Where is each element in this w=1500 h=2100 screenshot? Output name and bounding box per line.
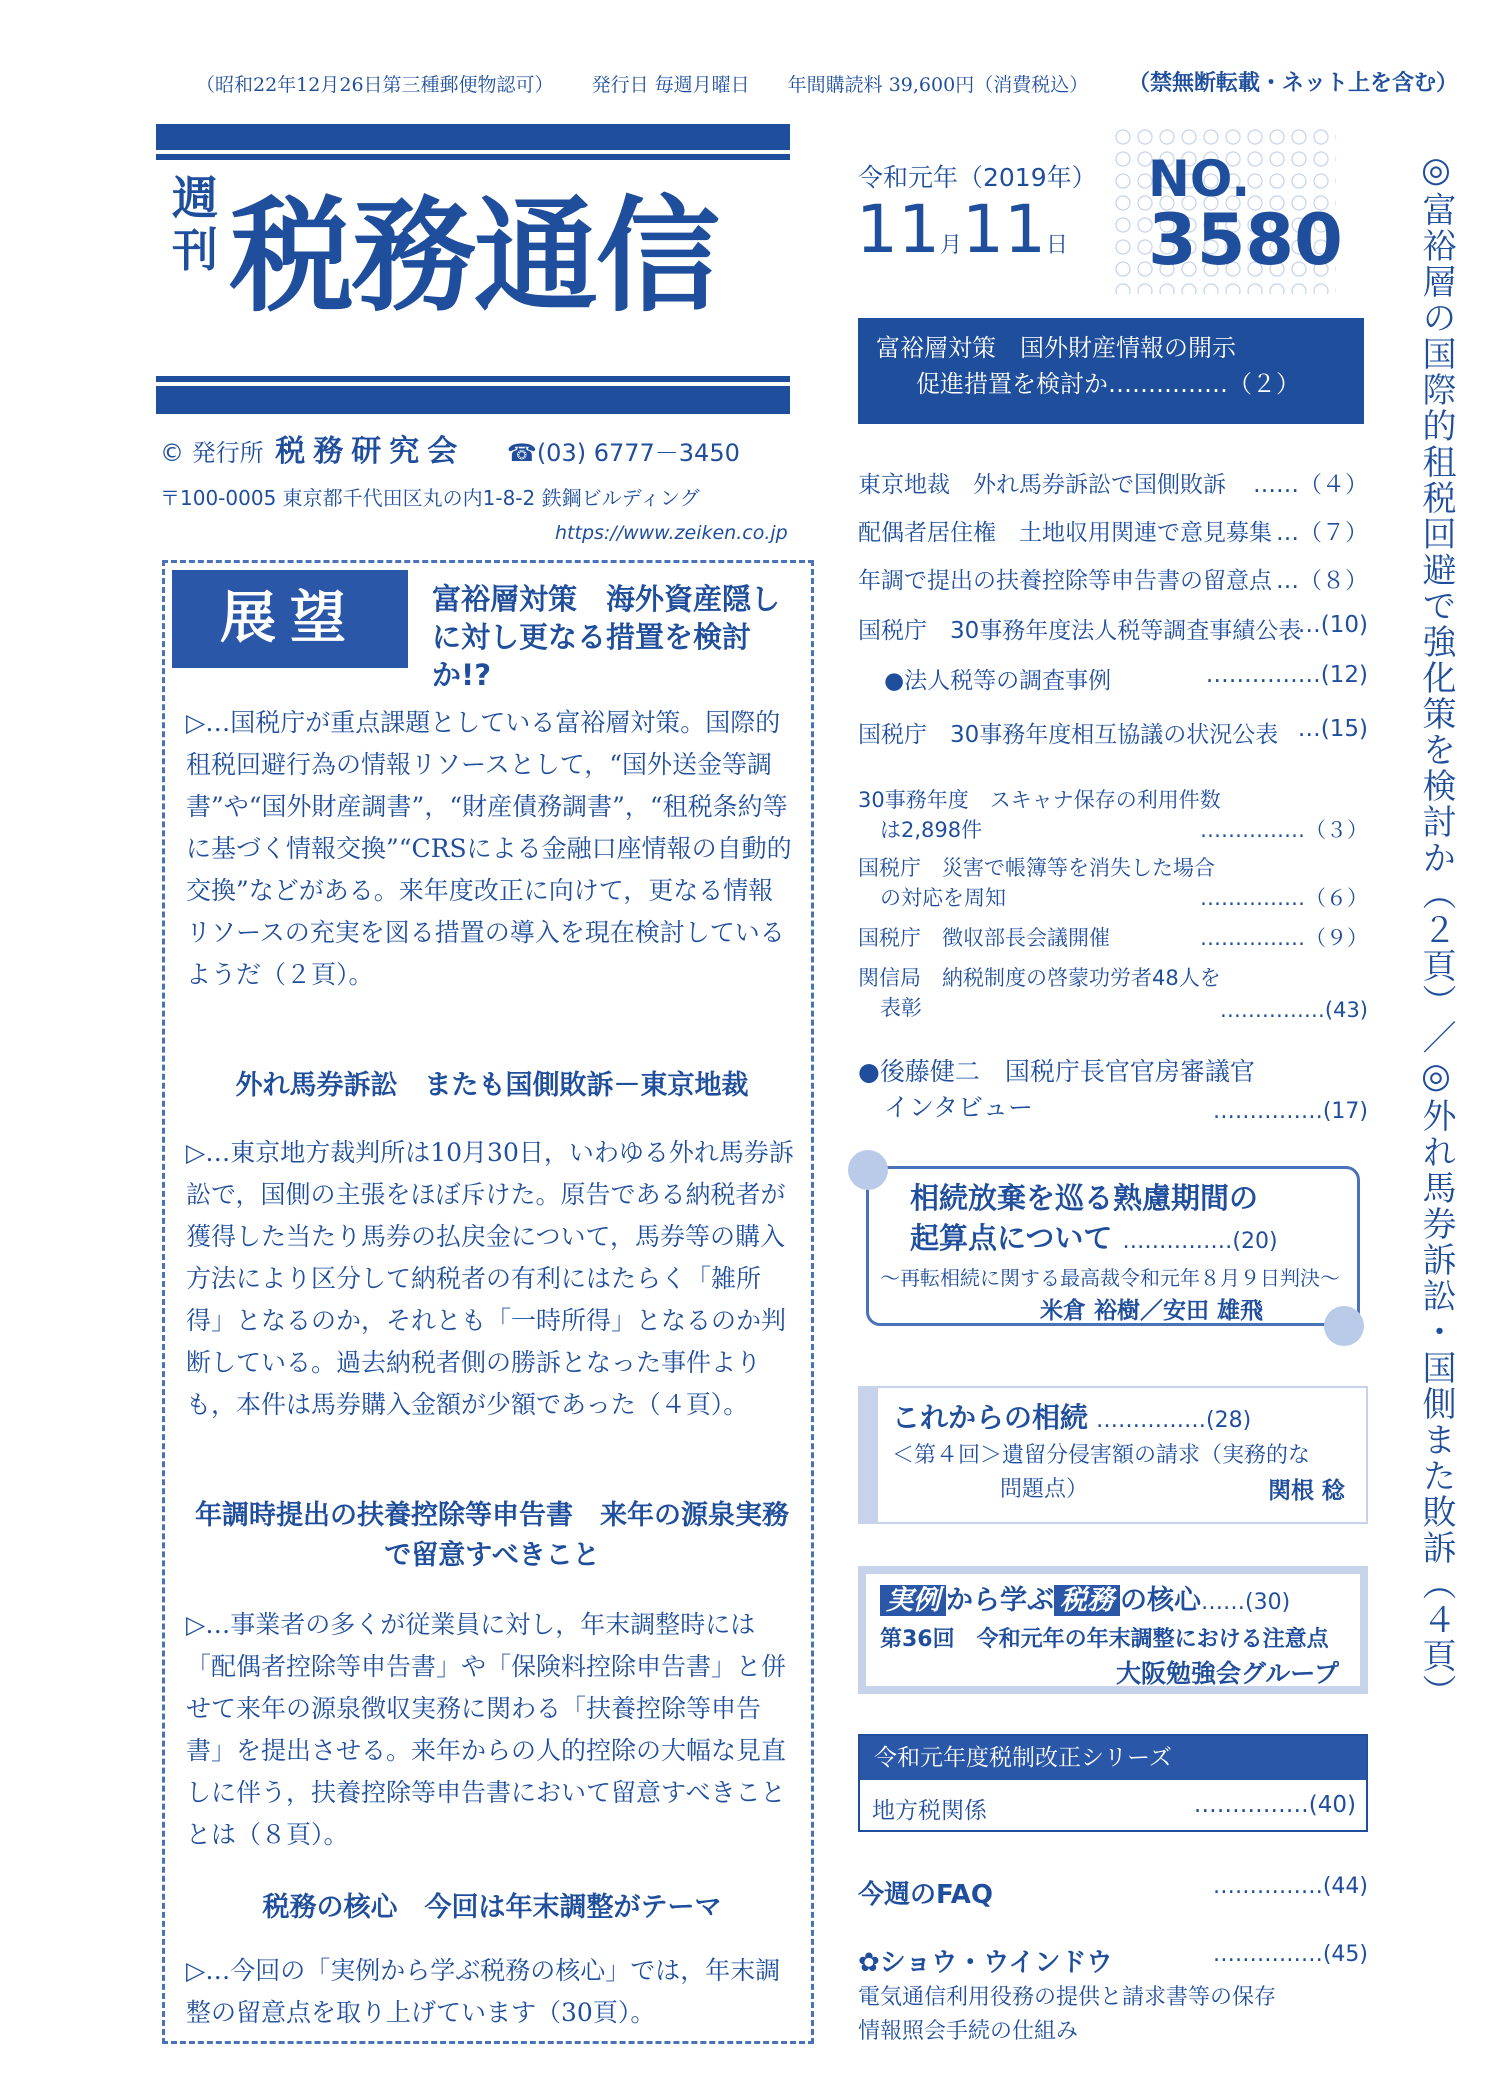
interview-line2: インタビュー [884,1093,1034,1122]
outlook-paragraph-4: ▷…今回の「実例から学ぶ税務の核心」では，年末調整の留意点を取り上げています（30頁）。 [186,1956,781,2027]
feature-title-line2 [910,1216,1278,1257]
inheritance-page: ……………(28) [1096,1408,1252,1433]
lead-line1: 富裕層対策 国外財産情報の開示 [876,334,1236,362]
inheritance-author: 関根 稔 [1268,1478,1346,1504]
masthead-weekly-1: 週 [172,171,218,225]
toc-item[interactable] [858,716,1368,749]
toc-small-line1: 国税庁 災害で帳簿等を消失した場合 [858,856,1215,880]
jitsurei-title [880,1578,1290,1617]
masthead-bar-bottom [156,386,790,414]
publisher-line [160,426,740,470]
interview-page: ……………(17) [1212,1099,1368,1124]
toc-small-item[interactable] [858,852,1368,912]
jitsurei-page: ……(30) [1201,1590,1291,1615]
toc-small-item[interactable] [858,962,1368,1022]
issue-number-value: 3580 [1148,199,1343,281]
masthead-title: 税務通信 [230,185,719,329]
show-window-line1: 電気通信利用役務の提供と請求書等の保存 [858,1985,1277,2010]
toc-item-page: …（７） [1276,520,1368,546]
masthead [156,124,790,416]
toc-small-page: ……………（６） [1200,886,1368,910]
series-head: 令和元年度税制改正シリーズ [860,1736,1366,1780]
toc-small-page: ……………（３） [1200,818,1368,842]
publisher-url[interactable]: https://www.zeiken.co.jp [555,522,788,544]
masthead-bar-top-thin [156,154,790,160]
feature-title-line2-text: 起算点について [910,1221,1113,1255]
jitsurei-text1: から学ぶ [946,1585,1054,1616]
issue-day: 11 [962,191,1046,268]
toc-item[interactable] [858,514,1368,547]
outlook-subhead-3: 年調時提出の扶養控除等申告書 来年の源泉実務で留意すべきこと [195,1500,789,1571]
outlook-headline: 富裕層対策 海外資産隠しに対し更なる措置を検討か!? [432,582,781,692]
outlook-panel-head: 展望 [172,570,408,668]
outlook-paragraph-1: ▷…国税庁が重点課題としている富裕層対策。国際的租税回避行為の情報リソースとして，“国外送金等調書”や“国外財産調書”，“財産債務調書”，“租税条約等に基づく情報交換”“CRSによる金融口座情報の自動的交換”などがある。来年度改正に向けて，更なる情報リソースの充実を図る措置の導入を現在検討しているようだ（２頁）。 [186,708,792,989]
toc-small-page: ……………(43) [1219,998,1368,1022]
toc-item-page: …(10) [1297,612,1368,638]
frame-dot-top [848,1150,888,1190]
toc-item[interactable] [858,612,1368,645]
outlook-subhead-4: 税務の核心 今回は年末調整がテーマ [262,1892,722,1923]
toc-small-item[interactable] [858,922,1368,952]
series-item[interactable] [872,1792,1356,1825]
faq-title: 今週のFAQ [858,1880,994,1910]
masthead-weekly [170,172,220,276]
toc-small-line1: 関信局 納税制度の啓蒙功労者48人を [858,966,1221,990]
toc-item-page: ……………(12) [1205,662,1368,688]
toc-item-label: 国税庁 30事務年度相互協議の状況公表 [858,722,1279,748]
inheritance-sub1: ＜第４回＞遺留分侵害額の請求（実務的な [892,1443,1311,1468]
side-headline-vertical: ◎富裕層の国際的租税回避で強化策を検討か（２頁）／◎外れ馬券訴訟・国側また敗訴（４頁） [1416,150,1456,1710]
feature-subtitle: ～再転相続に関する最高裁令和元年８月９日判決～ [880,1266,1340,1290]
outlook-paragraph-2: ▷…東京地方裁判所は10月30日，いわゆる外れ馬券訴訟で，国側の主張をほぼ斥けた。原告である納税者が獲得した当たり馬券の払戻金について，馬券等の購入方法により区分して納税者の有利にはたらく「雑所得」となるのか，それとも「一時所得」となるのか判断している。過去納税者側の勝訴となった事件よりも，本件は馬券購入金額が少額であった（４頁）。 [186,1138,794,1419]
toc-item[interactable] [858,466,1368,499]
toc-item-label: 東京地裁 外れ馬券訴訟で国側敗訴 [858,472,1226,498]
masthead-bar-top [156,124,790,150]
toc-item-label: 国税庁 30事務年度法人税等調査事績公表 [858,618,1302,644]
masthead-weekly-2: 刊 [172,223,218,277]
issue-number-label: NO. [1148,150,1251,208]
feature-page: ……………(20) [1122,1229,1278,1254]
issue-era: 令和元年（2019年） [858,163,1097,192]
toc-item[interactable] [858,562,1368,595]
toc-item-page: …（８） [1276,568,1368,594]
toc-small-line1: 30事務年度 スキャナ保存の利用件数 [858,788,1221,812]
toc-small-line2: は2,898件 [880,818,983,842]
issue-month: 11 [856,191,940,268]
show-window-item[interactable] [858,1942,1368,1979]
lead-article-box[interactable] [858,318,1364,424]
toc-small-page: ……………（９） [1200,926,1368,950]
frame-dot-bottom [1324,1306,1364,1346]
lead-line2: 促進措置を検討か [916,370,1108,398]
toc-item-label: 配偶者居住権 土地収用関連で意見募集 [858,520,1272,546]
faq-item[interactable] [858,1874,1368,1911]
jitsurei-line3: 大阪勉強会グループ [1116,1659,1340,1688]
inheritance-title [892,1396,1251,1436]
header-info [196,70,1120,97]
show-window-line2: 情報照会手続の仕組み [858,2019,1079,2044]
toc-item-page: ……（４） [1253,472,1368,498]
copyright-notice: （禁無断転載・ネット上を含む） [1128,71,1459,96]
issue-date [856,190,1068,286]
feature-title-line1: 相続放棄を巡る熟慮期間の [910,1181,1259,1215]
permit-text: （昭和22年12月26日第三種郵便物認可） [196,74,554,96]
jitsurei-tag1: 実例 [880,1585,946,1616]
show-window-title: ✿ショウ・ウインドウ [858,1948,1113,1978]
toc-item-page: …(15) [1297,716,1368,742]
issue-month-unit: 月 [939,233,962,258]
masthead-bar-bottom-thin [156,376,790,382]
jitsurei-text2: の核心 [1120,1585,1201,1616]
toc-item[interactable] [858,662,1368,695]
toc-small-line1: 国税庁 徴収部長会議開催 [858,926,1110,950]
show-window-page: ……………(45) [1212,1942,1368,1967]
issue-day-text: 発行日 毎週月曜日 [591,74,750,96]
outlook-paragraph-3: ▷…事業者の多くが従業員に対し，年末調整時には「配偶者控除等申告書」や「保険料控除申告書」と併せて来年の源泉徴収実務に関わる「扶養控除等申告書」を提出させる。来年からの人的控除の大幅な見直しに伴う，扶養控除等申告書において留意すべきこととは（８頁）。 [186,1610,787,1849]
publisher-address: 〒100-0005 東京都千代田区丸の内1-8-2 鉄鋼ビルディング [160,486,700,510]
subscription-text: 年間購読料 39,600円（消費税込） [787,74,1089,96]
lead-page: ……………（２） [1108,370,1300,398]
interview-item[interactable] [858,1052,1368,1124]
toc-small-item[interactable] [858,784,1368,844]
inheritance-title-text: これからの相続 [892,1401,1089,1434]
outlook-subhead-2: 外れ馬券訴訟 またも国側敗訴－東京地裁 [235,1070,749,1101]
inheritance-sub2: 問題点） [1000,1477,1089,1502]
toc-item-label: ●法人税等の調査事例 [884,668,1112,694]
publisher-label: © 発行所 [160,439,264,467]
toc-small-line2: 表彰 [880,996,922,1020]
publisher-name: 税務研究会 [275,434,466,469]
publisher-phone: ☎(03) 6777－3450 [506,439,740,467]
jitsurei-tag2: 税務 [1054,1585,1120,1616]
faq-page: ……………(44) [1212,1874,1368,1899]
issue-day-unit: 日 [1045,233,1068,258]
series-item-page: ……………(40) [1193,1792,1356,1818]
jitsurei-line2: 第36回 令和元年の年末調整における注意点 [880,1627,1329,1652]
feature-authors: 米倉 裕樹／安田 雄飛 [1040,1298,1264,1324]
toc-item-label: 年調で提出の扶養控除等申告書の留意点 [858,568,1272,594]
toc-small-line2: の対応を周知 [880,886,1006,910]
series-item-label: 地方税関係 [872,1798,987,1824]
interview-line1: ●後藤健二 国税庁長官官房審議官 [858,1057,1255,1086]
